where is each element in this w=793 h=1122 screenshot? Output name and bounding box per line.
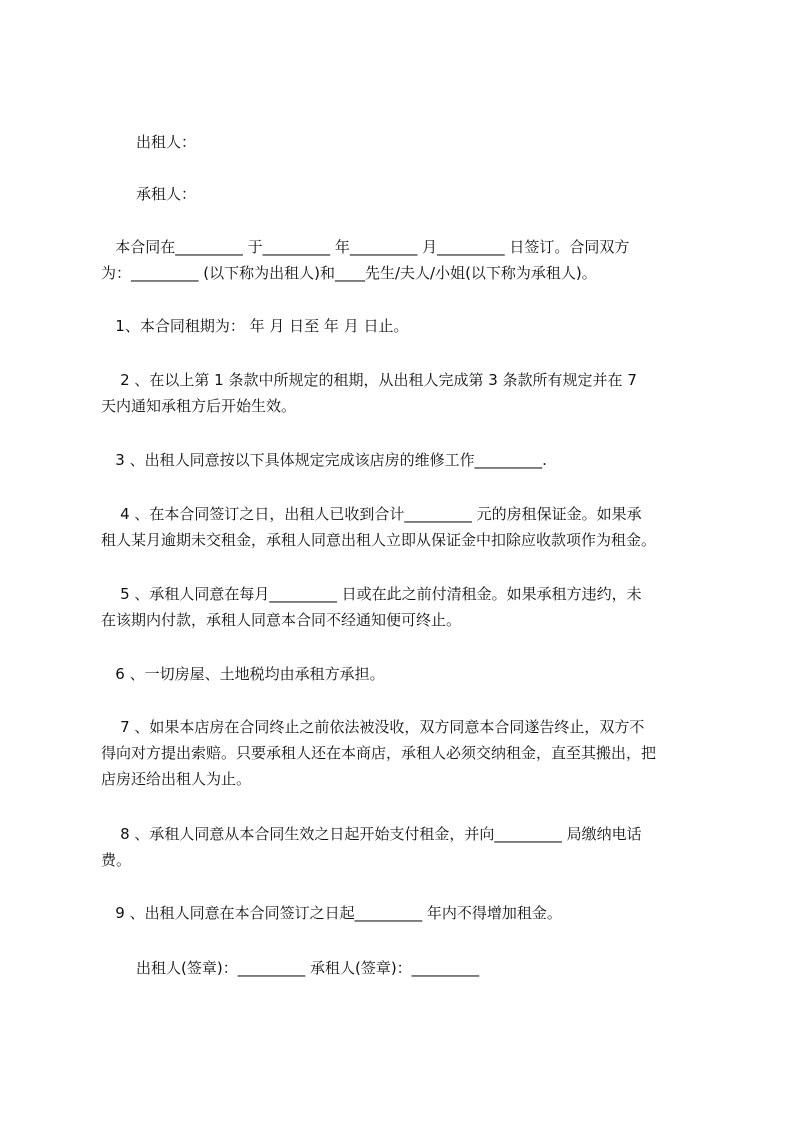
signature-line: 出租人(签章)：_________ 承租人(签章)：_________: [136, 959, 480, 977]
clause-1-line-1: 1、本合同租期为： 年 月 日至 年 月 日止。: [101, 317, 409, 335]
clause-5-line-2: 在该期内付款，承租人同意本合同不经通知便可终止。: [101, 611, 462, 629]
clause-9-line-1: 9 、出租人同意在本合同签订之日起_________ 年内不得增加租金。: [101, 904, 562, 922]
clause-3-line-1: 3 、出租人同意按以下具体规定完成该店房的维修工作_________.: [101, 451, 547, 469]
clause-2-line-2: 天内通知承租方后开始生效。: [101, 397, 297, 415]
clause-8-line-1: 8 、承租人同意从本合同生效之日起开始支付租金，并向_________ 局缴纳电话: [101, 825, 642, 843]
preamble-line-2: 为：_________ (以下称为出租人)和____先生/夫人/小姐(以下称为承租人)。: [101, 264, 597, 282]
clause-2-line-1: 2 、在以上第 1 条款中所规定的租期，从出租人完成第 3 条款所有规定并在 7: [101, 371, 637, 389]
preamble-line-1: 本合同在_________ 于_________ 年_________ 月_________ 日签订。合同双方: [101, 238, 630, 256]
clause-8-line-2: 费。: [101, 851, 132, 869]
clause-7-line-1: 7 、如果本店房在合同终止之前依法被没收，双方同意本合同遂告终止，双方不: [101, 718, 645, 736]
clause-4-line-2: 租人某月逾期未交租金，承租人同意出租人立即从保证金中扣除应收款项作为租金。: [101, 531, 657, 549]
lessee-label: 承租人：: [136, 185, 197, 203]
clause-7-line-2: 得向对方提出索赔。只要承租人还在本商店，承租人必须交纳租金，直至其搬出，把: [101, 744, 657, 762]
clause-4-line-1: 4 、在本合同签订之日，出租人已收到合计_________ 元的房租保证金。如果承: [101, 505, 642, 523]
lessor-label: 出租人：: [136, 133, 197, 151]
clause-7-line-3: 店房还给出租人为止。: [101, 770, 252, 788]
clause-5-line-1: 5 、承租人同意在每月_________ 日或在此之前付清租金。如果承租方违约，未: [101, 585, 642, 603]
clause-6-line-1: 6 、一切房屋、土地税均由承租方承担。: [101, 665, 385, 683]
